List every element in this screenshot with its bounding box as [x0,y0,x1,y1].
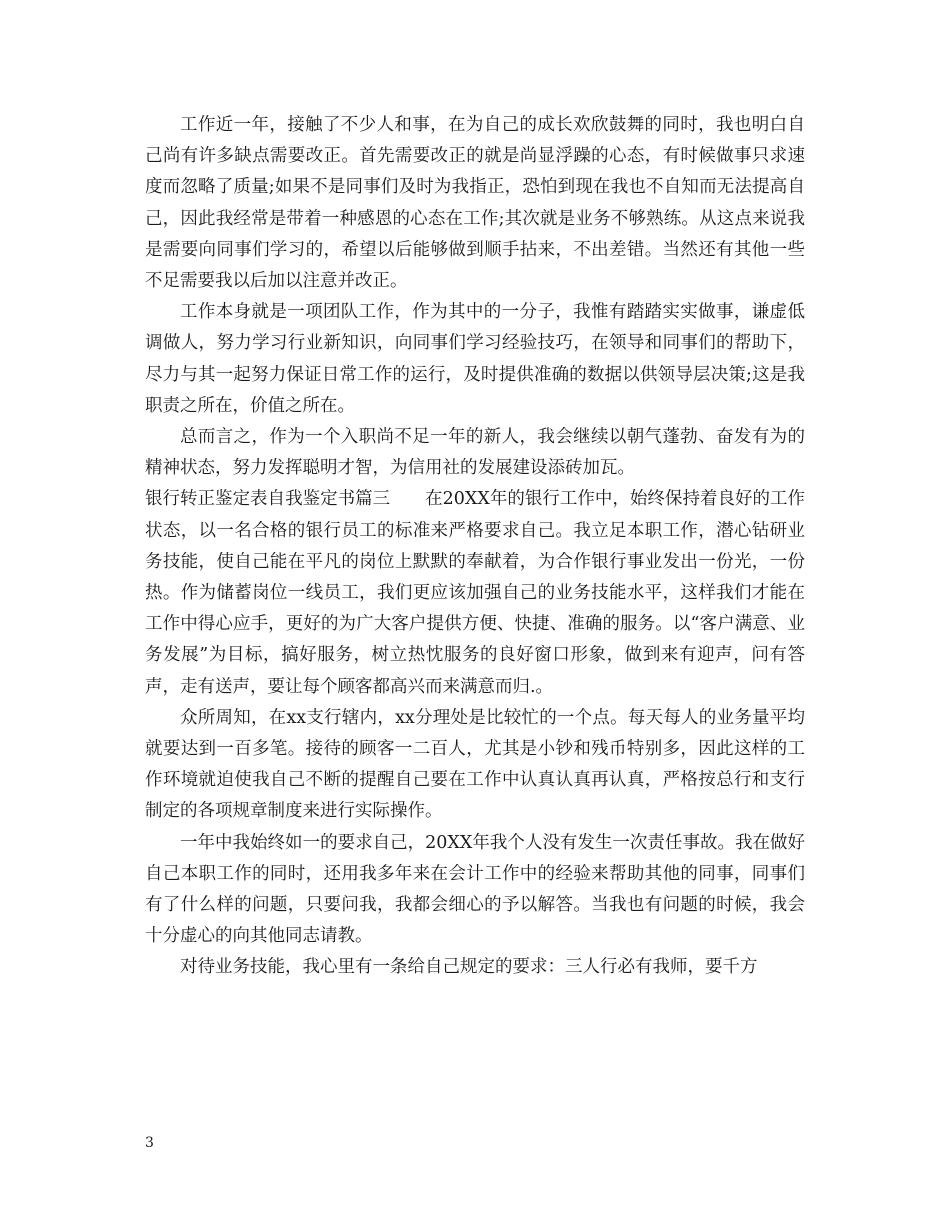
paragraph-1: 工作近一年，接触了不少人和事，在为自己的成长欢欣鼓舞的同时，我也明白自己尚有许多缺点需要改正。首先需要改正的就是尚显浮躁的心态，有时候做事只求速度而忽略了质量;如果不是同事们及时为我指正，恐怕到现在我也不自知而无法提高自己，因此我经常是带着一种感恩的心态在工作;其次就是业务不够熟练。从这点来说我是需要向同事们学习的，希望以后能够做到顺手拈来，不出差错。当然还有其他一些不足需要我以后加以注意并改正。 [145,115,805,292]
paragraph-4-section-heading: 银行转正鉴定表自我鉴定书篇三 在20XX年的银行工作中，始终保持着良好的工作状态，以一名合格的银行员工的标准来严格要求自己。我立足本职工作，潜心钻研业务技能，使自己能在平凡的岗位上默默的奉献着，为合作银行事业发出一份光，一份热。作为储蓄岗位一线员工，我们更应该加强自己的业务技能水平，这样我们才能在工作中得心应手，更好的为广大客户提供方便、快捷、准确的服务。以“客户满意、业务发展”为目标，搞好服务，树立热忱服务的良好窗口形象，做到来有迎声，问有答声，走有送声，要让每个顾客都高兴而来满意而归.。 [145,489,805,697]
document-page [145,110,805,1110]
paragraph-3: 总而言之，作为一个入职尚不足一年的新人，我会继续以朝气蓬勃、奋发有为的精神状态，努力发挥聪明才智，为信用社的发展建设添砖加瓦。 [145,427,805,479]
paragraph-5: 众所周知，在xx支行辖内，xx分理处是比较忙的一个点。每天每人的业务量平均就要达到一百多笔。接待的顾客一二百人，尤其是小钞和残币特别多，因此这样的工作环境就迫使我自己不断的提醒自己要在工作中认真认真再认真，严格按总行和支行制定的各项规章制度来进行实际操作。 [145,707,805,822]
page-number: 3 [145,1135,154,1151]
paragraph-7: 对待业务技能，我心里有一条给自己规定的要求：三人行必有我师，要千方 [180,957,758,978]
paragraph-6: 一年中我始终如一的要求自己，20XX年我个人没有发生一次责任事故。我在做好自己本职工作的同时，还用我多年来在会计工作中的经验来帮助其他的同事，同事们有了什么样的问题，只要问我，我都会细心的予以解答。当我也有问题的时候，我会十分虚心的向其他同志请教。 [145,832,805,947]
paragraph-2: 工作本身就是一项团队工作，作为其中的一分子，我惟有踏踏实实做事，谦虚低调做人，努力学习行业新知识，向同事们学习经验技巧，在领导和同事们的帮助下，尽力与其一起努力保证日常工作的运行，及时提供准确的数据以供领导层决策;这是我职责之所在，价值之所在。 [145,302,805,416]
